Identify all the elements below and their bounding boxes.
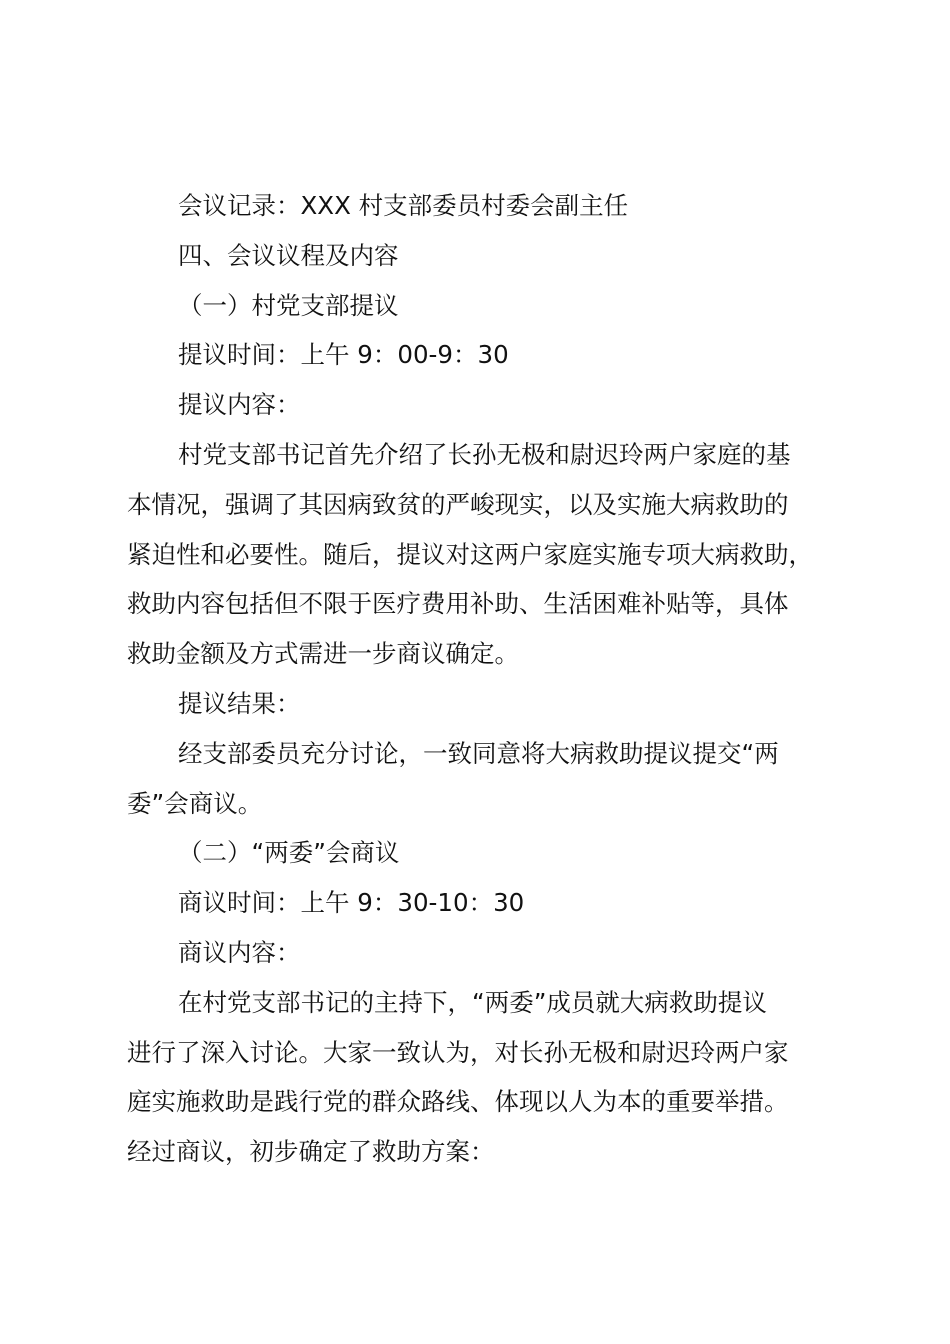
text-line: 紧迫性和必要性。随后，提议对这两户家庭实施专项大病救助， bbox=[127, 539, 813, 569]
text-line: 救助内容包括但不限于医疗费用补助、生活困难补贴等，具体 bbox=[127, 589, 789, 619]
text-line: （一）村党支部提议 bbox=[178, 290, 399, 320]
text-line: 商议时间：上午 9：30-10：30 bbox=[178, 888, 525, 918]
text-line: 委”会商议。 bbox=[127, 788, 263, 818]
discussion-time-line bbox=[127, 878, 862, 928]
discussion-content-paragraph bbox=[127, 978, 862, 1177]
section-heading-agenda bbox=[127, 231, 862, 281]
meeting-recorder-line bbox=[127, 181, 862, 231]
proposal-time-line bbox=[127, 330, 862, 380]
text-line: 四、会议议程及内容 bbox=[178, 240, 399, 270]
subsection-heading-party-proposal bbox=[127, 281, 862, 331]
proposal-result-label bbox=[127, 679, 862, 729]
text-line: 会议记录：XXX 村支部委员村委会副主任 bbox=[178, 191, 629, 220]
text-line: 经支部委员充分讨论，一致同意将大病救助提议提交“两 bbox=[178, 738, 779, 768]
text-line: 提议内容： bbox=[178, 390, 301, 420]
proposal-result-paragraph bbox=[127, 729, 862, 829]
text-line: 在村党支部书记的主持下，“两委”成员就大病救助提议 bbox=[178, 987, 767, 1017]
text-line: 提议结果： bbox=[178, 688, 301, 718]
text-line: （二）“两委”会商议 bbox=[178, 838, 400, 868]
text-line: 经过商议，初步确定了救助方案： bbox=[127, 1137, 495, 1167]
text-line: 商议内容： bbox=[178, 937, 301, 967]
discussion-content-label bbox=[127, 928, 862, 978]
text-line: 庭实施救助是践行党的群众路线、体现以人为本的重要举措。 bbox=[127, 1087, 789, 1117]
text-line: 本情况，强调了其因病致贫的严峻现实，以及实施大病救助的 bbox=[127, 489, 789, 519]
proposal-content-label bbox=[127, 380, 862, 430]
text-line: 提议时间：上午 9：00-9：30 bbox=[178, 340, 509, 370]
text-line: 村党支部书记首先介绍了长孙无极和尉迟玲两户家庭的基 bbox=[178, 439, 791, 469]
document-body bbox=[127, 181, 862, 1177]
text-line: 救助金额及方式需进一步商议确定。 bbox=[127, 639, 519, 669]
subsection-heading-two-committees bbox=[127, 828, 862, 878]
proposal-content-paragraph bbox=[127, 430, 862, 679]
text-line: 进行了深入讨论。大家一致认为，对长孙无极和尉迟玲两户家 bbox=[127, 1037, 789, 1067]
